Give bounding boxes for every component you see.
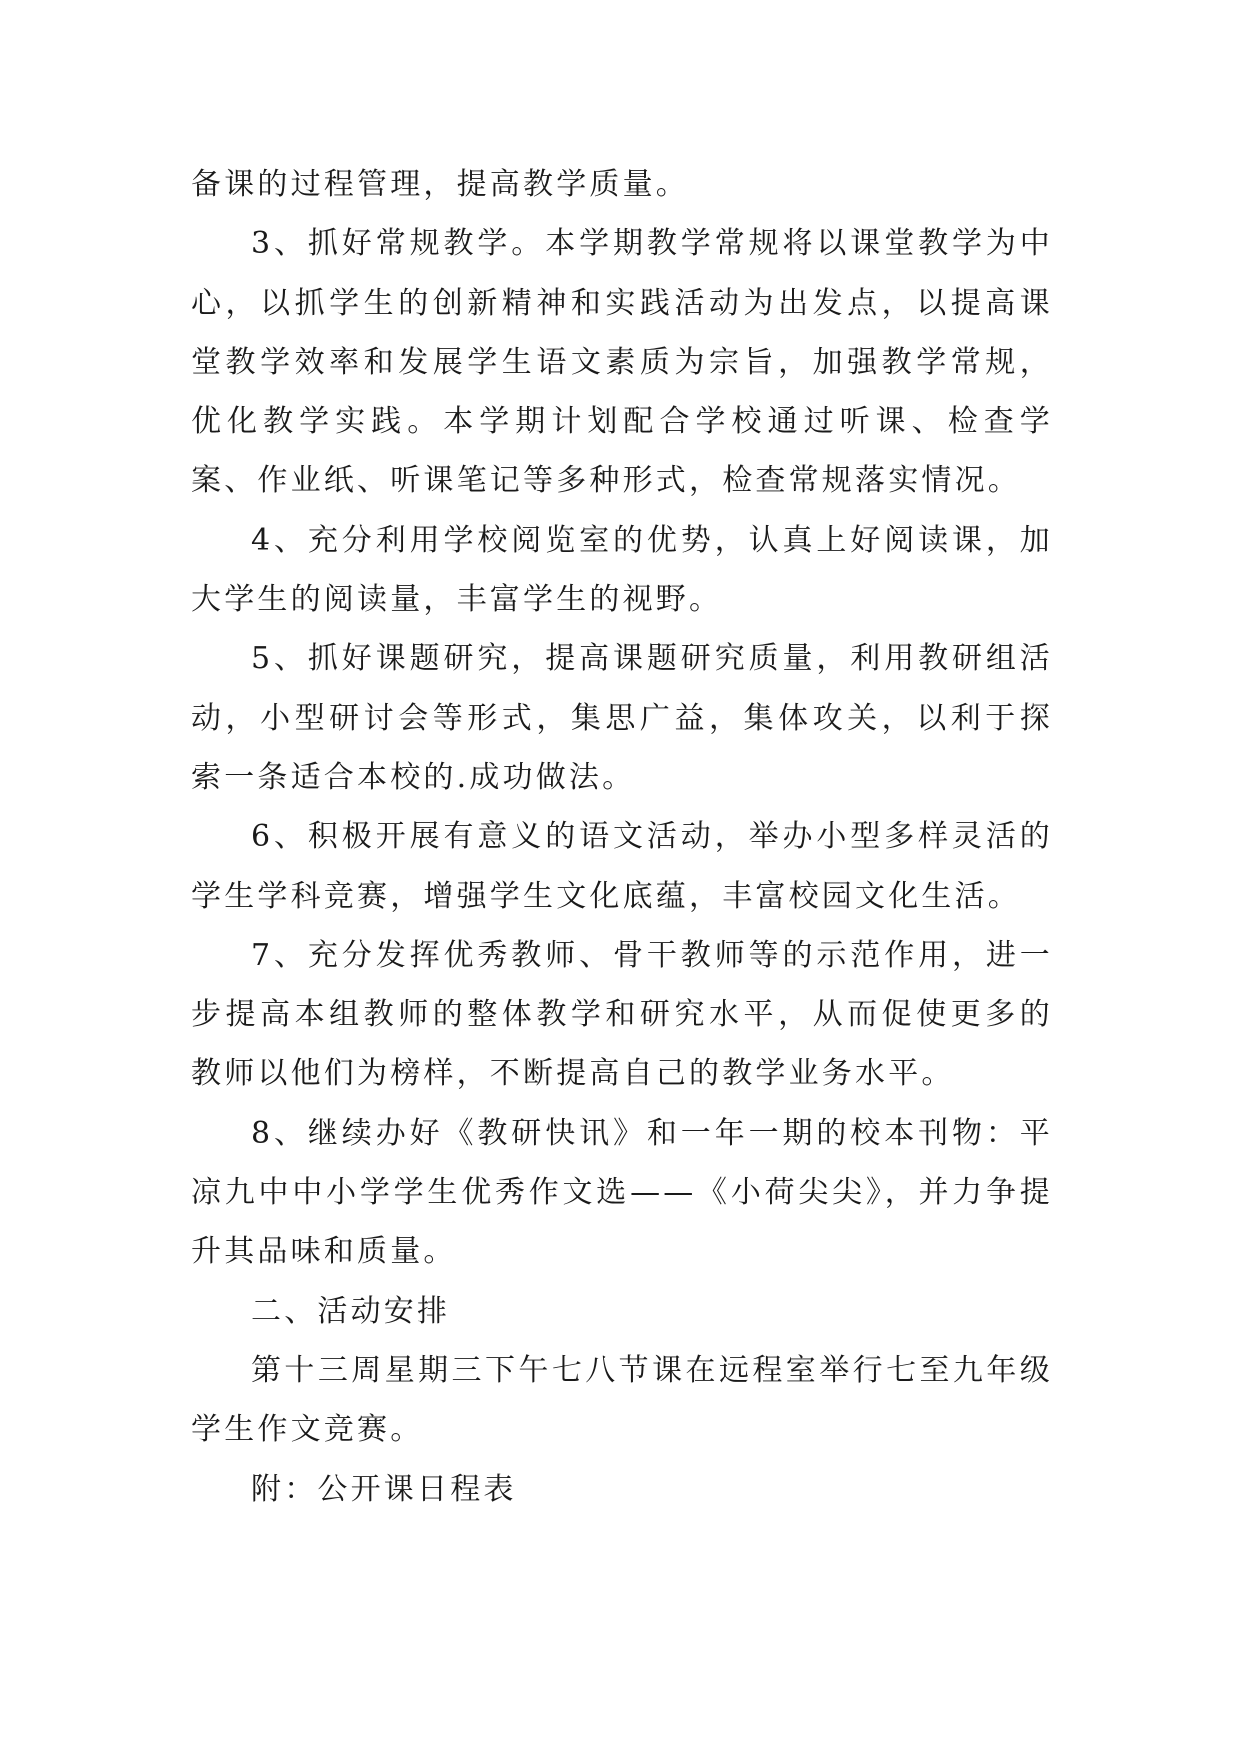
paragraph-item-3: 3、抓好常规教学。本学期教学常规将以课堂教学为中心，以抓学生的创新精神和实践活动为出发点，以提高课堂教学效率和发展学生语文素质为宗旨，加强教学常规，优化教学实践。本学期计划配合学校通过听课、检查学案、作业纸、听课笔记等多种形式，检查常规落实情况。 [191,226,1053,499]
appendix-note: 附：公开课日程表 [251,1471,517,1507]
paragraph-activity: 第十三周星期三下午七八节课在远程室举行七至九年级学生作文竞赛。 [191,1352,1053,1448]
paragraph-item-4: 4、充分利用学校阅览室的优势，认真上好阅读课，加大学生的阅读量，丰富学生的视野。 [191,522,1053,618]
paragraph-item-5: 5、抓好课题研究，提高课题研究质量，利用教研组活动，小型研讨会等形式，集思广益，集体攻关，以利于探索一条适合本校的.成功做法。 [191,641,1053,795]
paragraph-item-7: 7、充分发挥优秀教师、骨干教师等的示范作用，进一步提高本组教师的整体教学和研究水平，从而促使更多的教师以他们为榜样，不断提高自己的教学业务水平。 [191,937,1053,1092]
paragraph-item-6: 6、积极开展有意义的语文活动，举办小型多样灵活的学生学科竞赛，增强学生文化底蕴，丰富校园文化生活。 [191,819,1053,914]
document-body [191,155,1053,1519]
section-heading-activities: 二、活动安排 [251,1293,451,1329]
paragraph-item-8: 8、继续办好《教研快讯》和一年一期的校本刊物：平凉九中中小学学生优秀作文选——《小荷尖尖》，并力争提升其品味和质量。 [191,1115,1053,1270]
paragraph-continuation: 备课的过程管理，提高教学质量。 [191,167,689,202]
